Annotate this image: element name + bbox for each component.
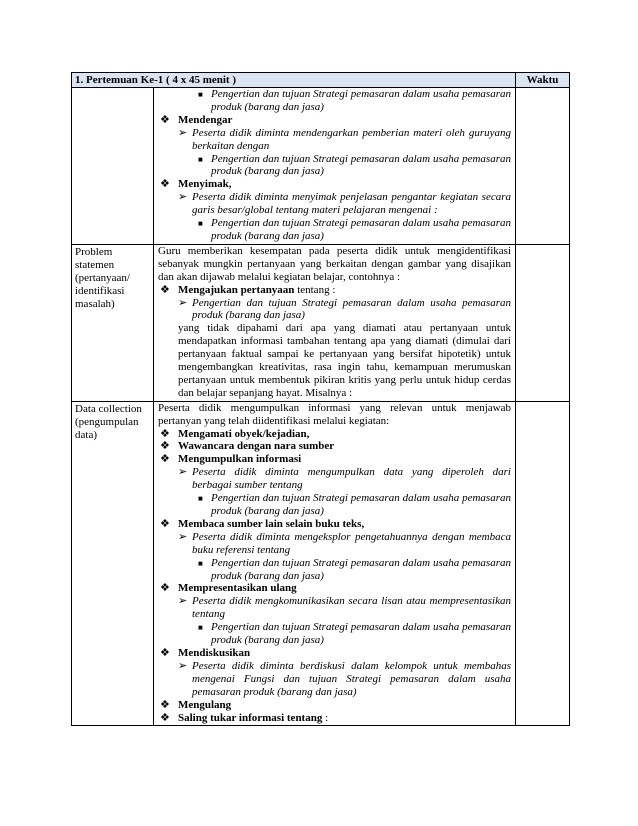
list-item-text: Mempresentasikan ulang <box>178 582 297 595</box>
waktu-header: Waktu <box>516 73 570 88</box>
list-item-text: Mengulang <box>178 698 232 711</box>
problem-paragraph: yang tidak dipahami dari apa yang diamati atau pertanyaan untuk mendapatkan informasi tambahan tentang apa yang diamati (dimulai dari pertanyaan faktual sampai ke pertanyaan yang bersifat hipotetik) untuk mengembangkan kreativitas, rasa ingin tahu, kemampuan merumuskan pertanyaan untuk membentuk pikiran kritis yang perlu untuk hidup cerdas dan belajar sepanjang hayat. Misalnya : <box>178 322 511 399</box>
list-item-text: Mengamati obyek/kejadian, <box>178 427 310 440</box>
arrow-bullet-icon: ➢ <box>178 530 188 543</box>
list-item <box>158 453 511 466</box>
diamond-bullet-icon: ❖ <box>160 711 170 724</box>
list-item <box>158 699 511 712</box>
list-item <box>158 582 511 595</box>
arrow-bullet-icon: ➢ <box>178 191 188 204</box>
list-item-text: Membaca sumber lain selain buku teks, <box>178 517 365 530</box>
list-item-bold: Mengajukan pertanyaan <box>178 283 295 296</box>
list-item-text: Menyimak, <box>178 178 232 191</box>
list-item-text: Peserta didik diminta mengeksplor pengetahuannya dengan membaca buku referensi tentang <box>192 530 511 556</box>
arrow-bullet-icon: ➢ <box>178 466 188 479</box>
list-item-text: Peserta didik diminta menyimak penjelasan pengantar kegiatan secara garis besar/global tentang materi pelajaran mengenai : <box>192 191 511 217</box>
table-header-row <box>72 73 570 88</box>
table-row-data-collection <box>72 401 570 726</box>
arrow-bullet-icon: ➢ <box>178 659 188 672</box>
list-subitem <box>158 466 511 492</box>
activity-cell-problem <box>154 244 516 401</box>
list-item-text: Pengertian dan tujuan Strategi pemasaran dalam usaha pemasaran produk (barang dan jasa) <box>211 217 511 242</box>
time-cell <box>516 401 570 726</box>
table-row-problem-statement <box>72 244 570 401</box>
diamond-bullet-icon: ❖ <box>160 646 170 659</box>
list-subsubitem <box>158 217 511 243</box>
list-item <box>158 647 511 660</box>
list-item <box>158 178 511 191</box>
activity-cell-top <box>154 88 516 245</box>
list-subsubitem <box>158 557 511 583</box>
list-subitem <box>158 531 511 557</box>
list-item <box>158 712 511 725</box>
arrow-bullet-icon: ➢ <box>178 595 188 608</box>
arrow-bullet-icon: ➢ <box>178 296 188 309</box>
list-item-text: Peserta didik mengkomunikasikan secara lisan atau mempresentasikan tentang <box>192 595 511 621</box>
diamond-bullet-icon: ❖ <box>160 517 170 530</box>
list-item-text: Wawancara dengan nara sumber <box>178 440 335 453</box>
list-item-tail: : <box>322 711 329 724</box>
list-item-text: Pengertian dan tujuan Strategi pemasaran dalam usaha pemasaran produk (barang dan jasa) <box>211 492 511 517</box>
list-item-text: Pengertian dan tujuan Strategi pemasaran dalam usaha pemasaran produk (barang dan jasa) <box>211 621 511 647</box>
phase-label-data-collection: Data collection (pengumpulan data) <box>72 401 154 726</box>
list-item <box>158 440 511 453</box>
list-item-text: Mendiskusikan <box>178 646 251 659</box>
list-item-text: Peserta didik diminta mendengarkan pemberian materi oleh guruyang berkaitan dengan <box>192 126 511 152</box>
list-item-text: Pengertian dan tujuan Strategi pemasaran dalam usaha pemasaran produk (barang dan jasa) <box>211 88 511 113</box>
list-subitem <box>158 297 511 323</box>
list-subitem-text: Pengertian dan tujuan Strategi pemasaran dalam usaha pemasaran produk (barang dan jasa) <box>192 296 511 322</box>
square-bullet-icon: ■ <box>198 154 203 164</box>
data-intro-text: Peserta didik mengumpulkan informasi yang relevan untuk menjawab pertanyan yang telah diidentifikasi melalui kegiatan: <box>158 401 511 427</box>
list-item <box>158 114 511 127</box>
phase-label-problem-statement: Problem statemen (pertanyaan/ identifikasi masalah) <box>72 244 154 401</box>
list-item <box>158 518 511 531</box>
activity-cell-data <box>154 401 516 726</box>
list-item-text: Pengertian dan tujuan Strategi pemasaran dalam usaha pemasaran produk (barang dan jasa) <box>211 556 511 582</box>
diamond-bullet-icon: ❖ <box>160 113 170 126</box>
diamond-bullet-icon: ❖ <box>160 440 170 453</box>
list-item-text: tentang : <box>294 283 336 296</box>
list-subitem <box>158 660 511 699</box>
meeting-title: 1. Pertemuan Ke-1 ( 4 x 45 menit ) <box>72 73 516 88</box>
arrow-bullet-icon: ➢ <box>178 126 188 139</box>
time-cell <box>516 244 570 401</box>
list-item-text: Pengertian dan tujuan Strategi pemasaran dalam usaha pemasaran produk (barang dan jasa) <box>211 152 511 178</box>
list-subsubitem <box>158 621 511 647</box>
square-bullet-icon: ■ <box>198 623 203 633</box>
label-cell-empty <box>72 88 154 245</box>
list-item <box>158 428 511 441</box>
square-bullet-icon: ■ <box>198 494 203 504</box>
diamond-bullet-icon: ❖ <box>160 283 170 296</box>
diamond-bullet-icon: ❖ <box>160 427 170 440</box>
square-bullet-icon: ■ <box>198 90 203 99</box>
time-cell <box>516 88 570 245</box>
diamond-bullet-icon: ❖ <box>160 582 170 595</box>
square-bullet-icon: ■ <box>198 219 203 229</box>
list-item-text: Peserta didik diminta berdiskusi dalam kelompok untuk membahas mengenai Fungsi dan tujuan Strategi pemasaran dalam usaha pemasaran produk (barang dan jasa) <box>192 659 511 698</box>
diamond-bullet-icon: ❖ <box>160 698 170 711</box>
diamond-bullet-icon: ❖ <box>160 178 170 191</box>
table-row-continuation <box>72 88 570 245</box>
activity-table <box>71 72 570 726</box>
list-item-text: Peserta didik diminta mengumpulkan data yang diperoleh dari berbagai sumber tentang <box>192 466 511 492</box>
list-item-text: Mendengar <box>178 113 233 126</box>
list-subsubitem <box>158 492 511 518</box>
list-subsubitem <box>158 88 511 114</box>
list-item-text: Mengumpulkan informasi <box>178 453 302 466</box>
square-bullet-icon: ■ <box>198 558 203 568</box>
diamond-bullet-icon: ❖ <box>160 453 170 466</box>
lesson-plan-document <box>71 72 569 726</box>
list-item-text: Saling tukar informasi tentang <box>178 711 323 724</box>
list-subitem <box>158 127 511 153</box>
list-subitem <box>158 191 511 217</box>
list-subsubitem <box>158 153 511 179</box>
list-subitem <box>158 595 511 621</box>
list-item <box>158 284 511 297</box>
problem-intro-text: Guru memberikan kesempatan pada peserta didik untuk mengidentifikasi sebanyak mungkin pertanyaan yang berkaitan dengan gambar yang disajikan dan akan dijawab melalui kegiatan belajar, contohnya : <box>158 244 511 283</box>
